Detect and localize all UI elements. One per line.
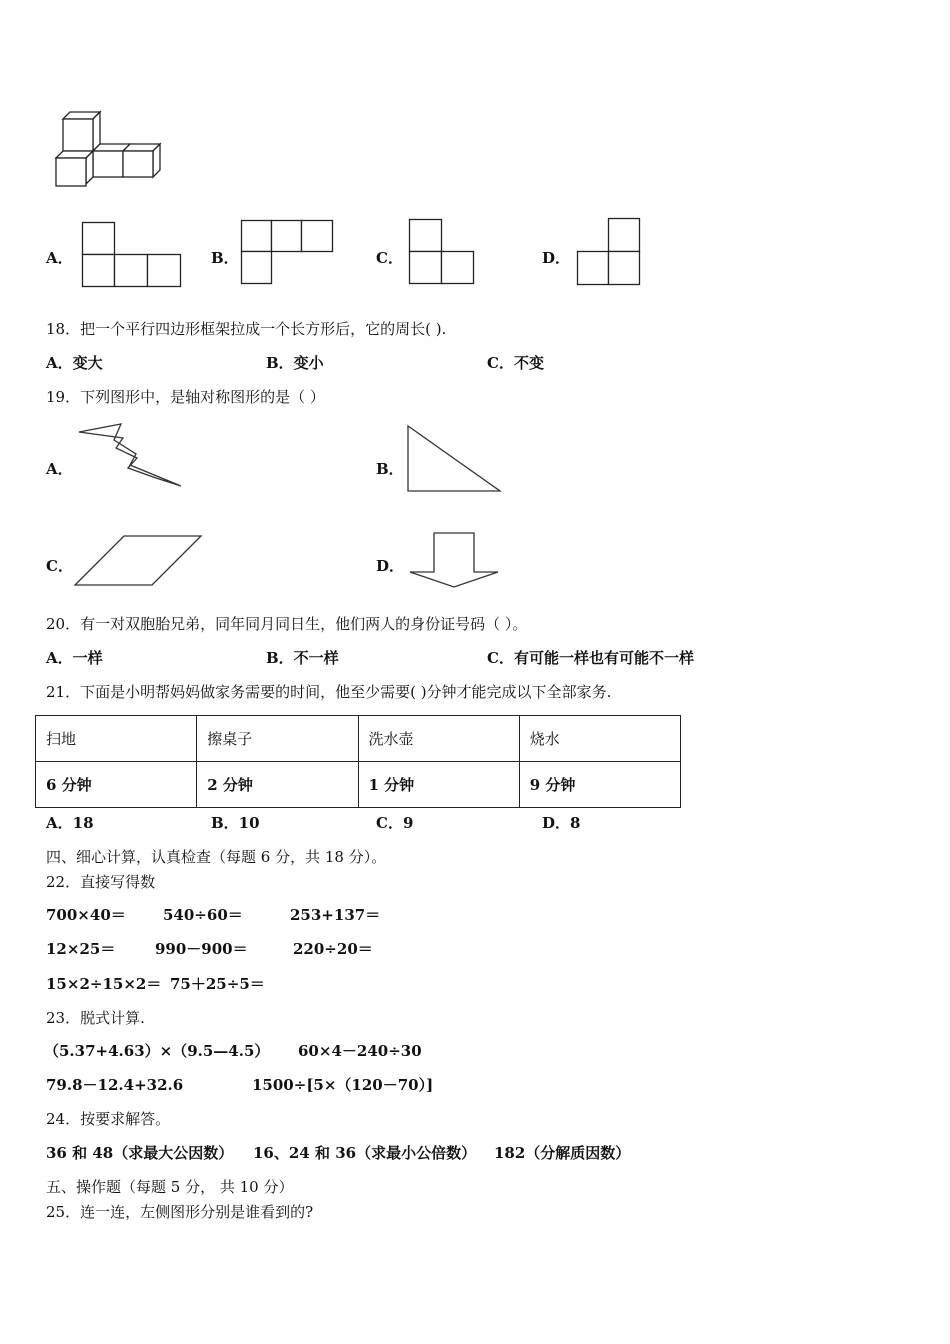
table-cell: 9 分钟 [519,762,680,808]
q21-option-c: C．9 [376,814,414,832]
cube-stack-figure [50,110,165,190]
table-cell: 6 分钟 [36,762,197,808]
q17-option-a-label: A． [46,249,73,267]
q21-stem: 21．下面是小明帮妈妈做家务需要的时间，他至少需要( )分钟才能完成以下全部家务. [46,683,612,701]
q24-item: 16、24 和 36（求最小公倍数） [253,1144,477,1162]
q17-option-d-label: D． [542,249,571,267]
table-row [36,762,681,808]
chores-time-table [35,715,681,808]
q24-stem: 24．按要求解答。 [46,1110,171,1128]
q20-option-c: C．有可能一样也有可能不一样 [487,649,694,667]
parallelogram-shape [72,533,204,588]
q22-item: 75＋25÷5＝ [170,975,265,993]
lightning-bolt-shape [76,420,186,488]
q20-option-b: B．不一样 [266,649,339,667]
q20-option-a: A．一样 [46,649,103,667]
q17-option-d-figure [577,218,641,286]
q24-item: 36 和 48（求最大公因数） [46,1144,234,1162]
q18-option-b: B．变小 [266,354,324,372]
table-header-cell: 烧水 [519,716,680,762]
q19-option-b-label: B． [376,460,404,478]
q17-option-c-label: C． [376,249,403,267]
q23-item: 60×4－240÷30 [298,1042,422,1060]
section5-title: 五、操作题（每题 5 分， 共 10 分） [46,1178,294,1196]
q22-item: 15×2÷15×2＝ [46,975,162,993]
q22-item: 253+137＝ [290,906,381,924]
q19-option-c-label: C． [46,557,73,575]
q21-option-a: A．18 [46,814,94,832]
q23-item: 1500÷[5×（120－70）] [252,1076,434,1094]
q20-stem: 20．有一对双胞胎兄弟，同年同月同日生，他们两人的身份证号码（ ）。 [46,615,528,633]
q23-item: 79.8－12.4+32.6 [46,1076,184,1094]
table-header-row [36,716,681,762]
q21-option-b: B．10 [211,814,260,832]
q23-stem: 23．脱式计算. [46,1009,145,1027]
q18-option-c: C．不变 [487,354,544,372]
q17-option-a-figure [82,222,182,286]
q22-item: 700×40＝ [46,906,126,924]
q18-stem: 18．把一个平行四边形框架拉成一个长方形后，它的周长( ). [46,320,447,338]
table-cell: 1 分钟 [358,762,519,808]
q22-item: 540÷60＝ [163,906,243,924]
q17-option-c-figure [409,219,475,285]
table-cell: 2 分钟 [197,762,358,808]
q17-option-b-figure [241,220,334,285]
down-arrow-shape [407,531,502,589]
right-triangle-shape [404,424,504,494]
table-header-cell: 擦桌子 [197,716,358,762]
q18-option-a: A．变大 [46,354,103,372]
table-header-cell: 洗水壶 [358,716,519,762]
section4-title: 四、细心计算，认真检查（每题 6 分，共 18 分）。 [46,848,387,866]
q22-stem: 22．直接写得数 [46,873,156,891]
q19-option-a-label: A． [46,460,73,478]
q22-item: 220÷20＝ [293,940,373,958]
q17-option-b-label: B． [211,249,239,267]
q23-item: （5.37+4.63）×（9.5—4.5） [44,1042,270,1060]
q22-item: 990－900＝ [155,940,248,958]
table-header-cell: 扫地 [36,716,197,762]
q22-item: 12×25＝ [46,940,116,958]
q21-option-d: D．8 [542,814,581,832]
q25-stem: 25．连一连，左侧图形分别是谁看到的? [46,1203,314,1221]
q19-stem: 19．下列图形中，是轴对称图形的是（ ） [46,388,325,406]
q24-item: 182（分解质因数） [494,1144,631,1162]
q19-option-d-label: D． [376,557,405,575]
